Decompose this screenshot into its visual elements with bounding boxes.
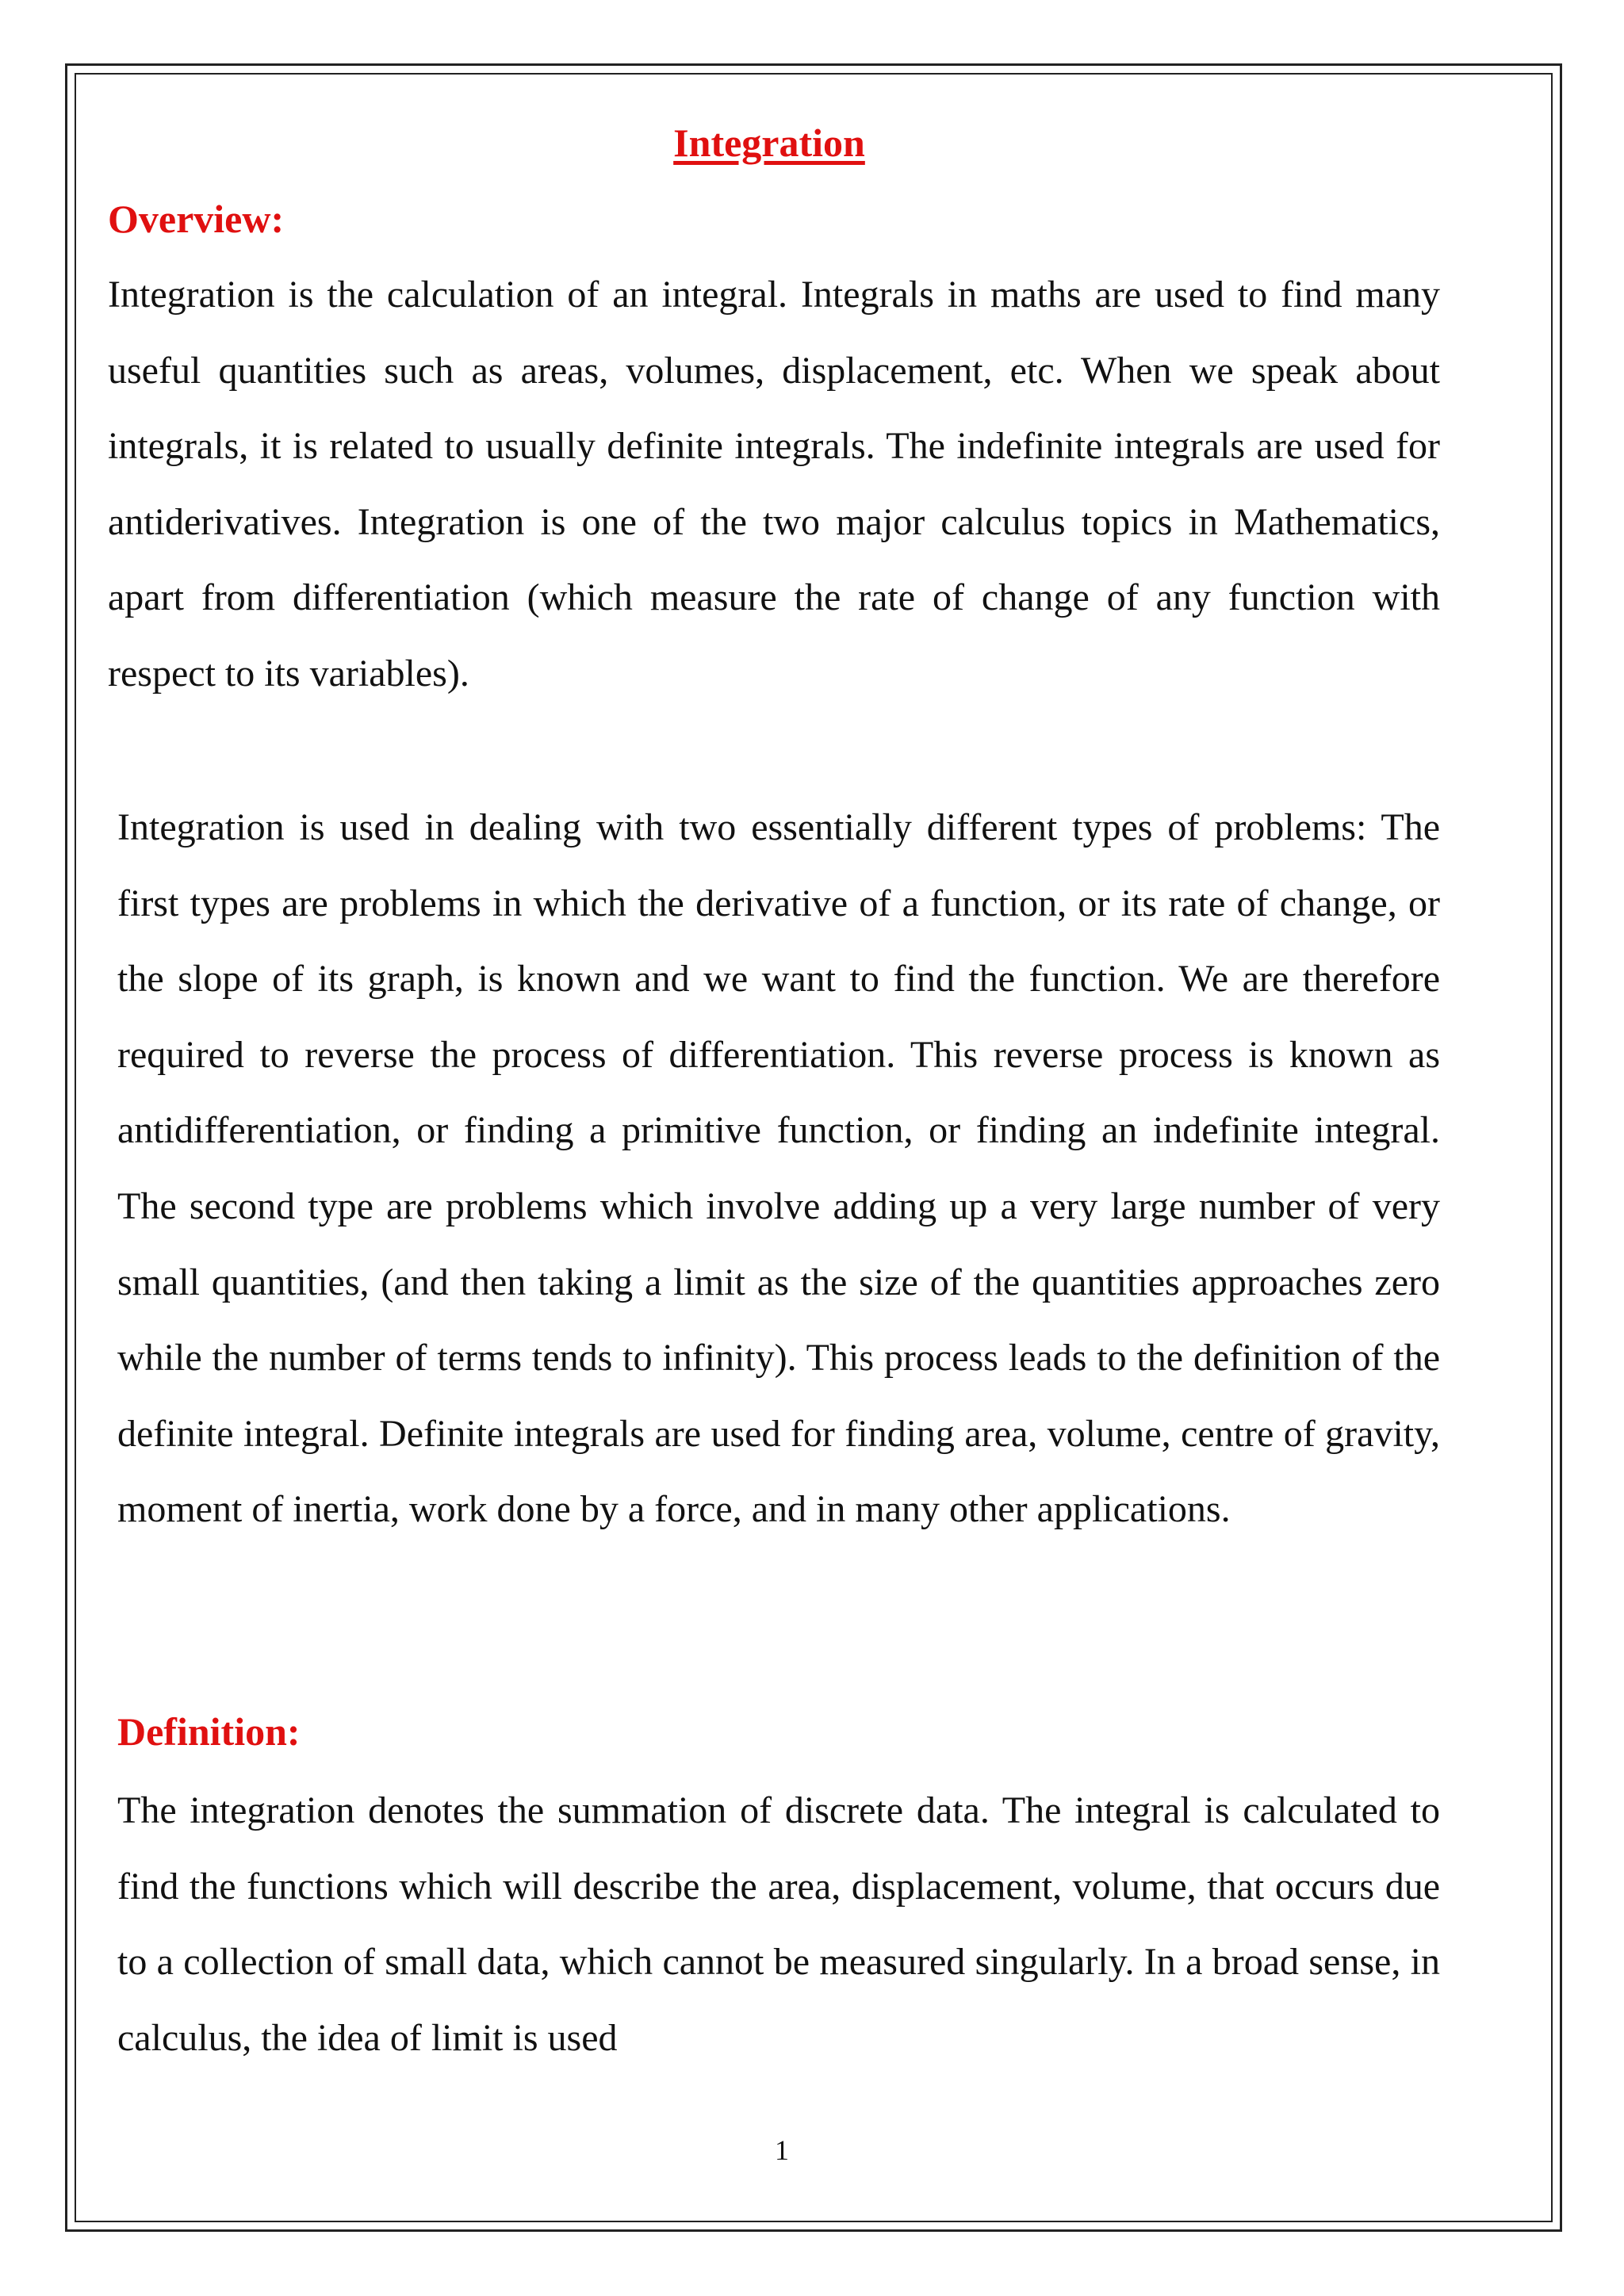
definition-paragraph: The integration denotes the summation of discrete data. The integral is calculated to find the functions which will describe the area, displacement, volume, that occurs due to a collection of small data, which cannot be measured singularly. In a broad sense, in calculus, the idea of limit is used <box>117 1789 1440 2059</box>
overview-heading: Overview: <box>108 197 285 241</box>
page-number: 1 <box>775 2134 789 2166</box>
overview-paragraph: Integration is the calculation of an integral. Integrals in maths are used to find many useful quantities such as areas, volumes, displacement, etc. When we speak about integrals, it is related to usually definite integrals. The indefinite integrals are used for antiderivatives. Integration is one of the two major calculus topics in Mathematics, apart from differentiation (which measure the rate of change of any function with respect to its variables). <box>108 274 1440 695</box>
page-title: Integration <box>673 121 865 165</box>
usage-paragraph: Integration is used in dealing with two essentially different types of problems: The first types are problems in which the derivative of a function, or its rate of change, or the slope of its graph, is known and we want to find the function. We are therefore required to reverse the process of differentiation. This reverse process is known as antidifferentiation, or finding a primitive function, or finding an indefinite integral. The second type are problems which involve adding up a very large number of very small quantities, (and then taking a limit as the size of the quantities approaches zero while the number of terms tends to infinity). This process leads to the definition of the definite integral. Definite integrals are used for finding area, volume, centre of gravity, moment of inertia, work done by a force, and in many other applications. <box>117 806 1440 1531</box>
definition-heading: Definition: <box>117 1709 301 1754</box>
